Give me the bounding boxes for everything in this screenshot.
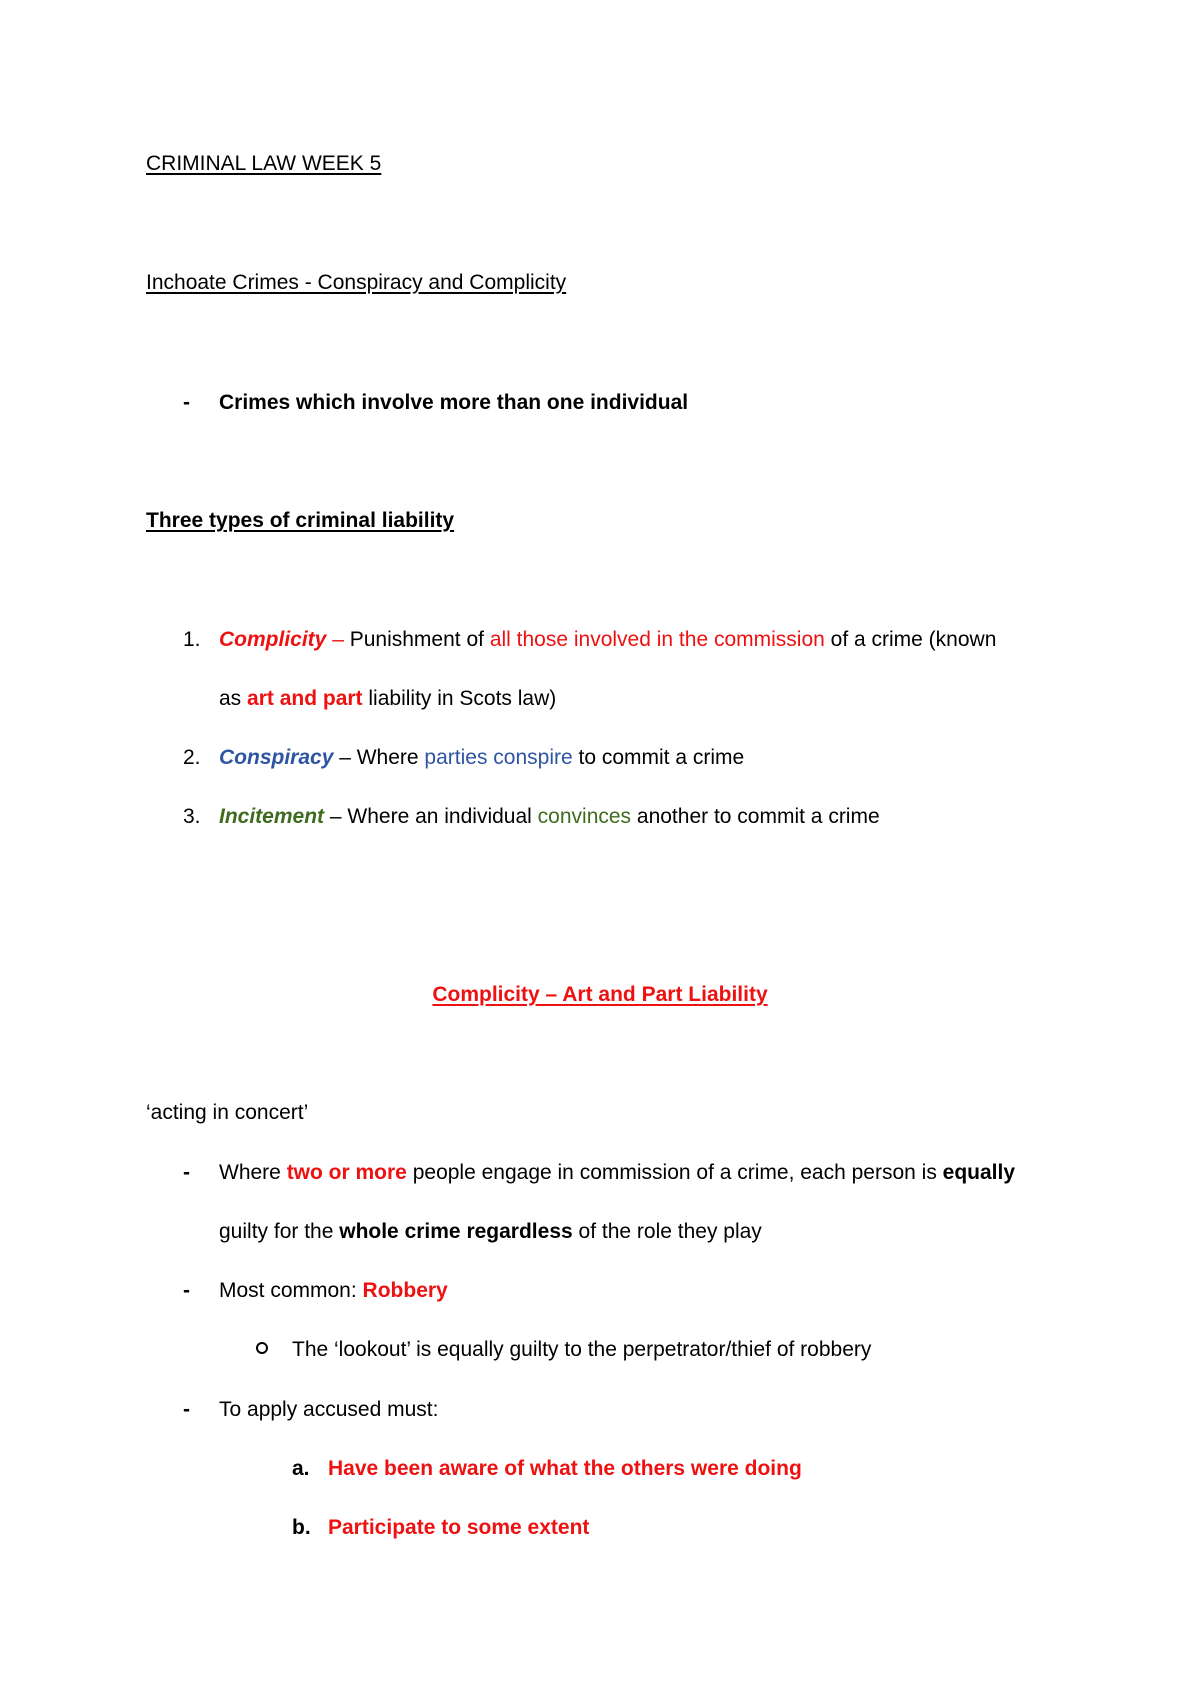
sub-list-marker-a <box>292 1456 310 1482</box>
dash-marker: - <box>183 1279 190 1302</box>
intro-bullet-marker <box>183 390 190 416</box>
sub-item-text: Participate to some extent <box>328 1516 590 1539</box>
sub-item-text: Have been aware of what the others were doing <box>328 1457 802 1480</box>
bullet-text: people engage in commission of a crime, each person is <box>406 1161 943 1184</box>
item-text: Punishment of <box>349 628 490 651</box>
types-heading-text: Three types of criminal liability <box>146 509 455 532</box>
sub-list-item-participate <box>328 1515 589 1541</box>
item-text: another to commit a crime <box>631 805 880 828</box>
item-text: to commit a crime <box>572 746 745 769</box>
term-dash: – <box>333 746 357 769</box>
list-item-incitement <box>219 804 880 830</box>
item-text: of a crime (known <box>824 628 997 651</box>
list-item-number <box>183 627 201 653</box>
sub-bullet-marker <box>256 1337 268 1363</box>
item-number-1: 1. <box>183 628 201 651</box>
bullet-highlight: Robbery <box>362 1279 448 1302</box>
sub-bullet-lookout <box>292 1337 871 1363</box>
term-incitement: Incitement <box>219 805 325 828</box>
sub-list-marker-b <box>292 1515 311 1541</box>
document-subtitle-text: Inchoate Crimes - Conspiracy and Complicity <box>146 271 567 294</box>
item-highlight: parties conspire <box>424 746 573 769</box>
item-text: as <box>219 687 248 710</box>
item-text: Where an individual <box>347 805 538 828</box>
document-title <box>146 151 381 177</box>
dash-marker: - <box>183 1161 190 1184</box>
acting-in-concert <box>146 1100 308 1126</box>
sub-marker: b. <box>292 1516 311 1539</box>
list-item-complicity <box>219 627 996 653</box>
intro-bullet <box>219 390 688 416</box>
list-item-number <box>183 745 201 771</box>
item-text: liability in Scots law) <box>362 687 557 710</box>
bullet-text: Where <box>219 1161 287 1184</box>
bullet-to-apply <box>219 1397 438 1423</box>
bullet-highlight: two or more <box>286 1161 407 1184</box>
bullet-bold: whole crime regardless <box>339 1220 573 1243</box>
list-item-number <box>183 804 201 830</box>
bullet-two-or-more-cont <box>219 1219 762 1245</box>
section-heading-text: Complicity – Art and Part Liability <box>432 983 768 1006</box>
bullet-most-common <box>219 1278 448 1304</box>
circle-bullet-icon <box>256 1342 268 1354</box>
item-highlight: all those involved in the commission <box>489 628 825 651</box>
list-item-conspiracy <box>219 745 744 771</box>
acting-in-concert-text: ‘acting in concert’ <box>146 1101 309 1124</box>
bullet-text: Most common: <box>219 1279 363 1302</box>
item-highlight: convinces <box>537 805 632 828</box>
item-text: Where <box>356 746 425 769</box>
term-dash: – <box>326 628 350 651</box>
sub-bullet-text: The ‘lookout’ is equally guilty to the perpetrator/thief of robbery <box>292 1338 872 1361</box>
bullet-marker <box>183 1397 190 1423</box>
dash-marker: - <box>183 1398 190 1421</box>
bullet-marker <box>183 1278 190 1304</box>
term-dash: – <box>324 805 348 828</box>
sub-list-item-aware <box>328 1456 802 1482</box>
bullet-marker <box>183 1160 190 1186</box>
bullet-bold: equally <box>942 1161 1016 1184</box>
bullet-two-or-more <box>219 1160 1015 1186</box>
document-title-text: CRIMINAL LAW WEEK 5 <box>146 152 382 175</box>
item-highlight: art and part <box>247 687 363 710</box>
list-item-complicity-cont <box>219 686 556 712</box>
dash-marker: - <box>183 391 190 414</box>
term-complicity: Complicity <box>219 628 327 651</box>
bullet-text: of the role they play <box>572 1220 762 1243</box>
term-conspiracy: Conspiracy <box>219 746 334 769</box>
document-subtitle <box>146 270 566 296</box>
intro-bullet-text: Crimes which involve more than one individual <box>219 391 689 414</box>
types-heading <box>146 508 454 534</box>
item-number-3: 3. <box>183 805 201 828</box>
sub-marker: a. <box>292 1457 310 1480</box>
item-number-2: 2. <box>183 746 201 769</box>
section-heading <box>0 982 1200 1008</box>
bullet-text: To apply accused must: <box>219 1398 439 1421</box>
bullet-text: guilty for the <box>219 1220 340 1243</box>
